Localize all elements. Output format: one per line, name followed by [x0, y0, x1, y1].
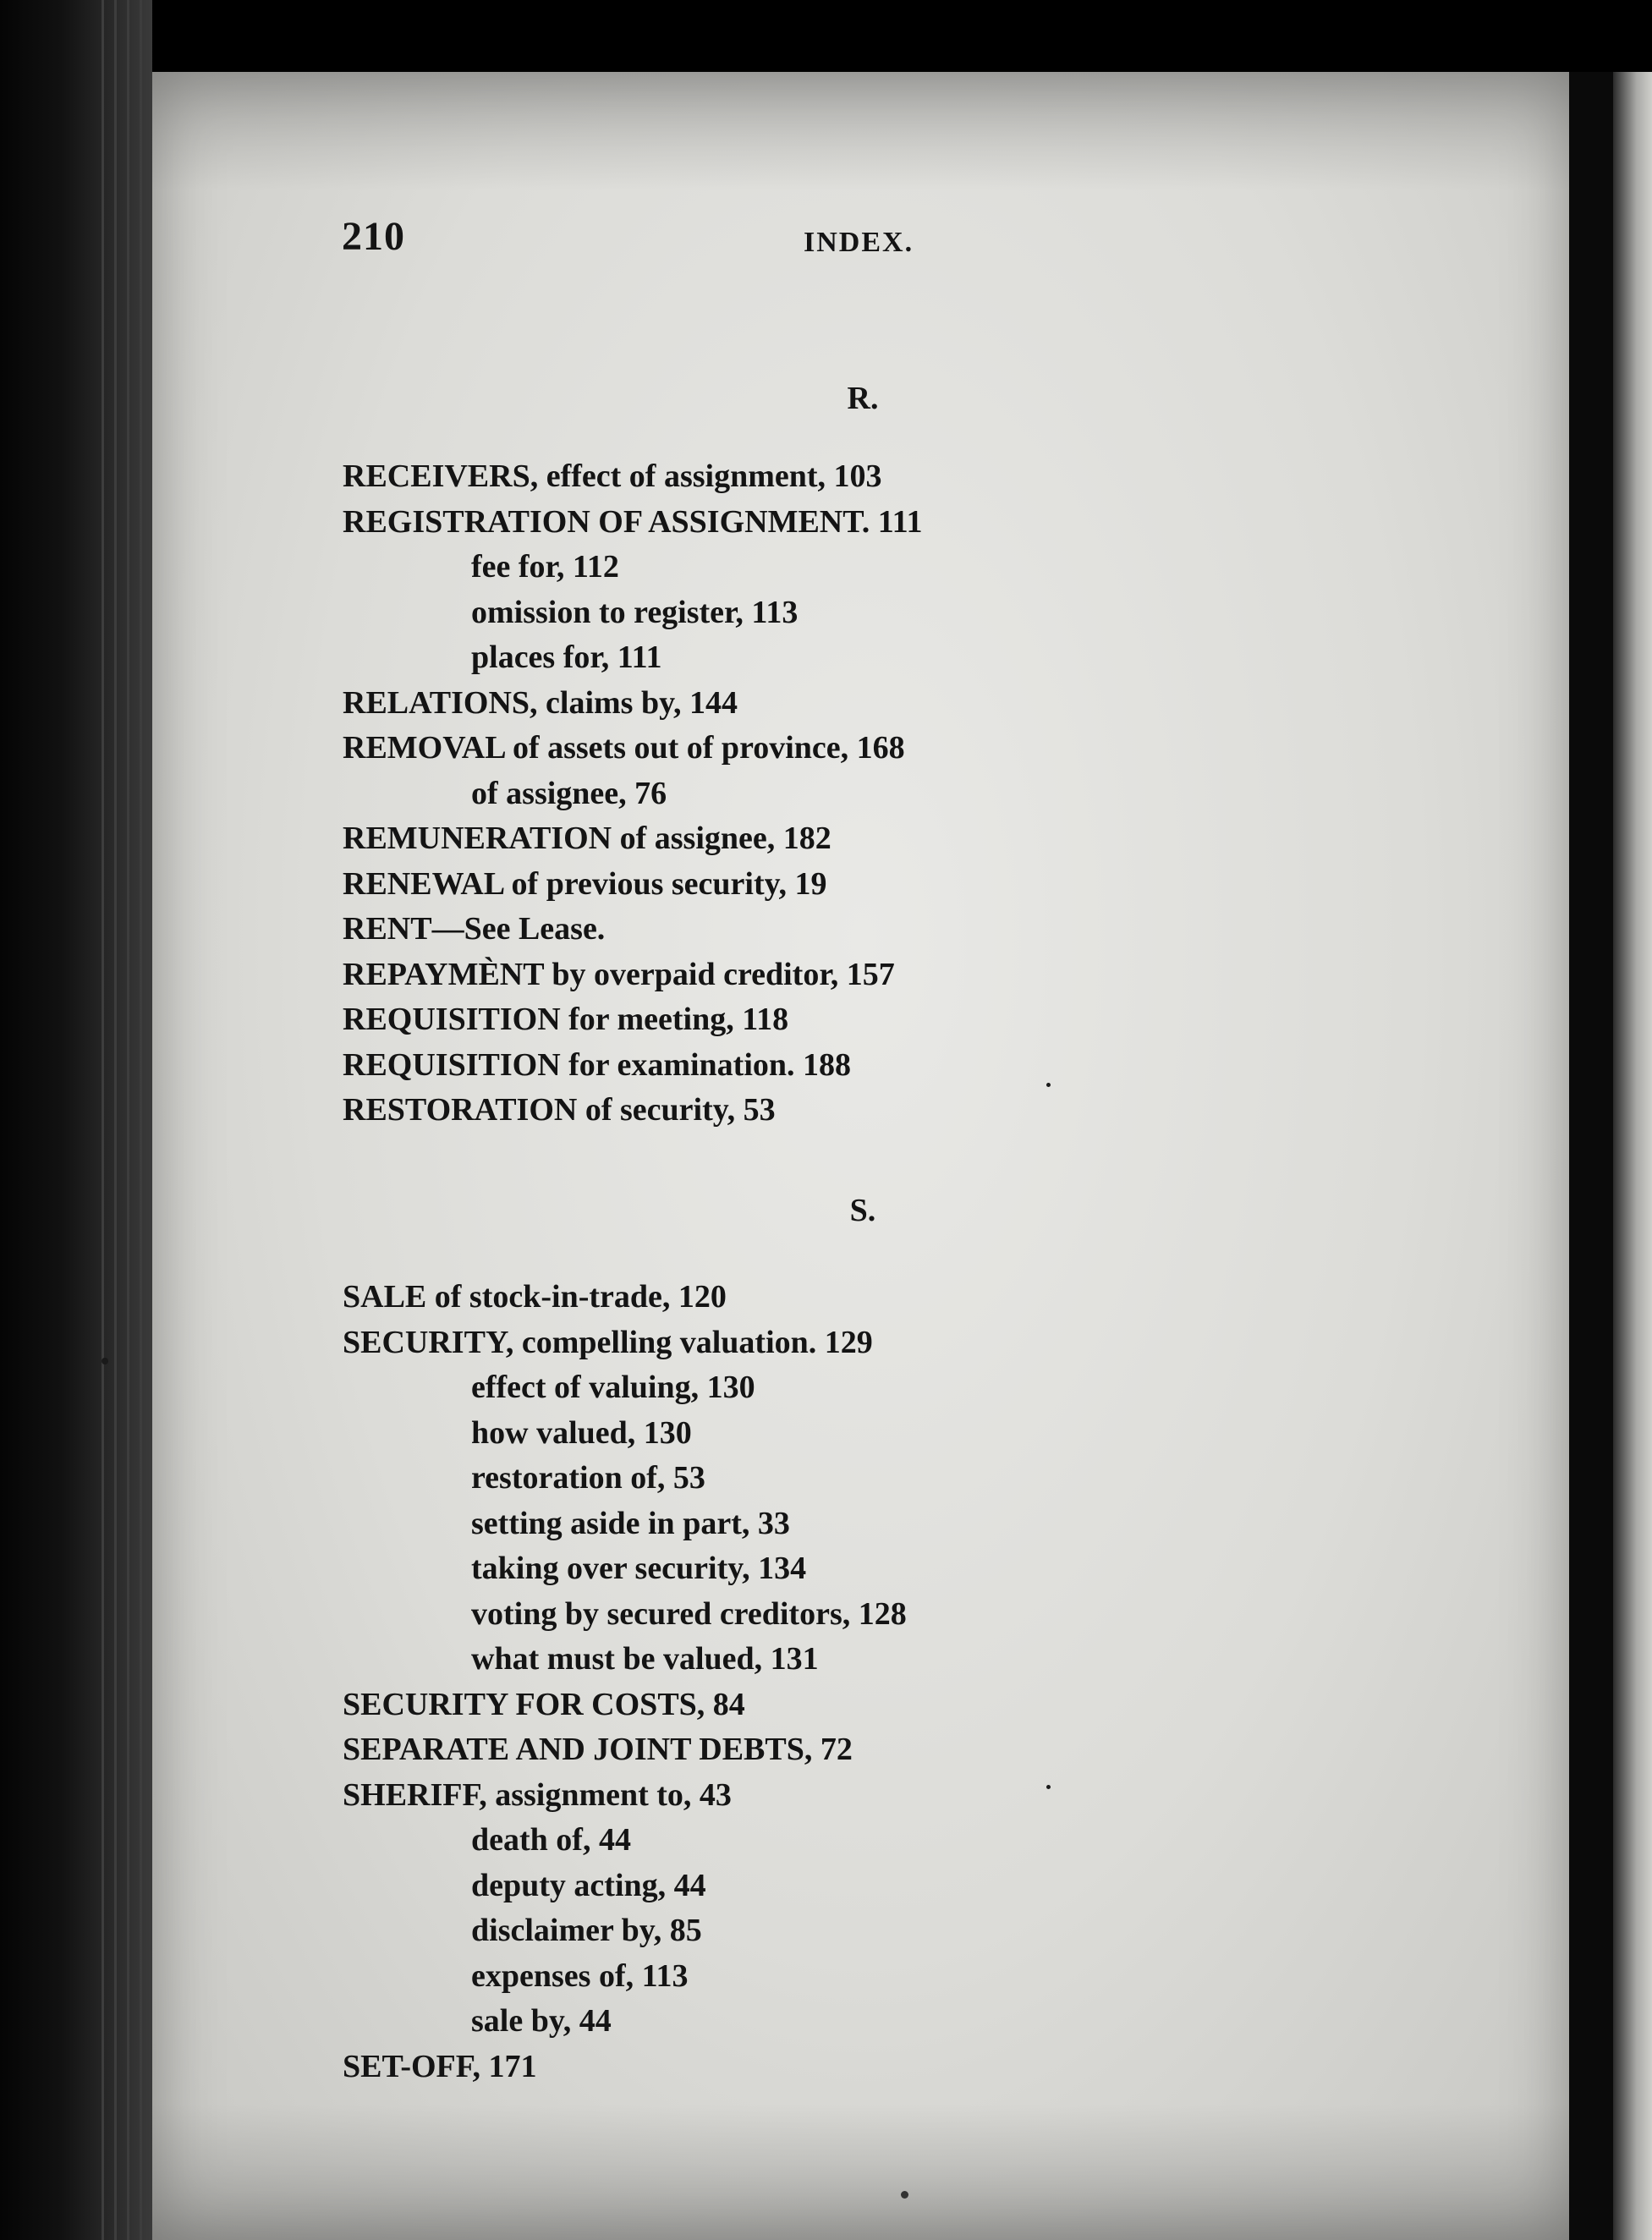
- index-subentry: places for, 111: [471, 640, 662, 675]
- index-entry: SECURITY FOR COSTS, 84: [343, 1686, 745, 1722]
- index-entry: REMOVAL of assets out of province, 168: [343, 730, 905, 766]
- index-subentry: how valued, 130: [471, 1414, 692, 1451]
- index-subentry: of assignee, 76: [471, 775, 667, 811]
- index-subentry: disclaimer by, 85: [471, 1913, 702, 1948]
- index-entry: RENT—See Lease.: [343, 911, 606, 947]
- index-entry: REQUISITION for meeting, 118: [343, 1002, 789, 1037]
- index-entry: SECURITY, compelling valuation. 129: [343, 1324, 873, 1360]
- index-entry: REGISTRATION OF ASSIGNMENT. 111: [343, 503, 923, 540]
- section-letter-r: R.: [847, 381, 879, 416]
- index-subentry: expenses of, 113: [471, 1957, 689, 1994]
- scan-top-border: [0, 0, 1652, 72]
- index-entry: REPAYMÈNT by overpaid creditor, 157: [343, 956, 895, 992]
- index-list-s: [343, 1275, 907, 2089]
- index-entry: SALE of stock-in-trade, 120: [343, 1279, 727, 1315]
- running-head: INDEX.: [804, 227, 914, 258]
- index-subentry: what must be valued, 131: [471, 1641, 819, 1677]
- index-list-r: [343, 454, 923, 1134]
- index-subentry: setting aside in part, 33: [471, 1505, 790, 1541]
- index-subentry: voting by secured creditors, 128: [471, 1595, 907, 1632]
- index-subentry: fee for, 112: [471, 549, 619, 585]
- index-subentry: deputy acting, 44: [471, 1867, 706, 1903]
- paper-speck: [901, 2191, 908, 2199]
- index-subentry: effect of valuing, 130: [471, 1370, 755, 1405]
- paper-speck: [1046, 1785, 1051, 1789]
- index-subentry: taking over security, 134: [471, 1551, 807, 1586]
- adjacent-page-edge: [1613, 72, 1652, 2240]
- scan-right-border: [1569, 72, 1652, 2240]
- index-entry: RELATIONS, claims by, 144: [343, 684, 738, 721]
- index-entry: SEPARATE AND JOINT DEBTS, 72: [343, 1732, 853, 1767]
- scan-left-border: [0, 0, 152, 2240]
- index-entry: SHERIFF, assignment to, 43: [343, 1776, 732, 1813]
- index-entry: REMUNERATION of assignee, 182: [343, 821, 831, 856]
- book-page: [152, 72, 1573, 2240]
- index-entry: RESTORATION of security, 53: [343, 1092, 776, 1128]
- index-entry: SET-OFF, 171: [343, 2048, 537, 2084]
- section-letter-s: S.: [849, 1193, 876, 1228]
- page-number: 210: [342, 214, 405, 259]
- index-entry: RECEIVERS, effect of assignment, 103: [343, 458, 882, 494]
- index-subentry: death of, 44: [471, 1822, 631, 1858]
- paper-speck: [1046, 1083, 1051, 1087]
- index-entry: REQUISITION for examination. 188: [343, 1046, 852, 1083]
- page-content: [152, 72, 1573, 2240]
- index-subentry: sale by, 44: [471, 2003, 612, 2039]
- index-subentry: restoration of, 53: [471, 1460, 705, 1496]
- index-subentry: omission to register, 113: [471, 594, 799, 630]
- index-entry: RENEWAL of previous security, 19: [343, 865, 827, 902]
- paper-speck: [102, 1358, 108, 1364]
